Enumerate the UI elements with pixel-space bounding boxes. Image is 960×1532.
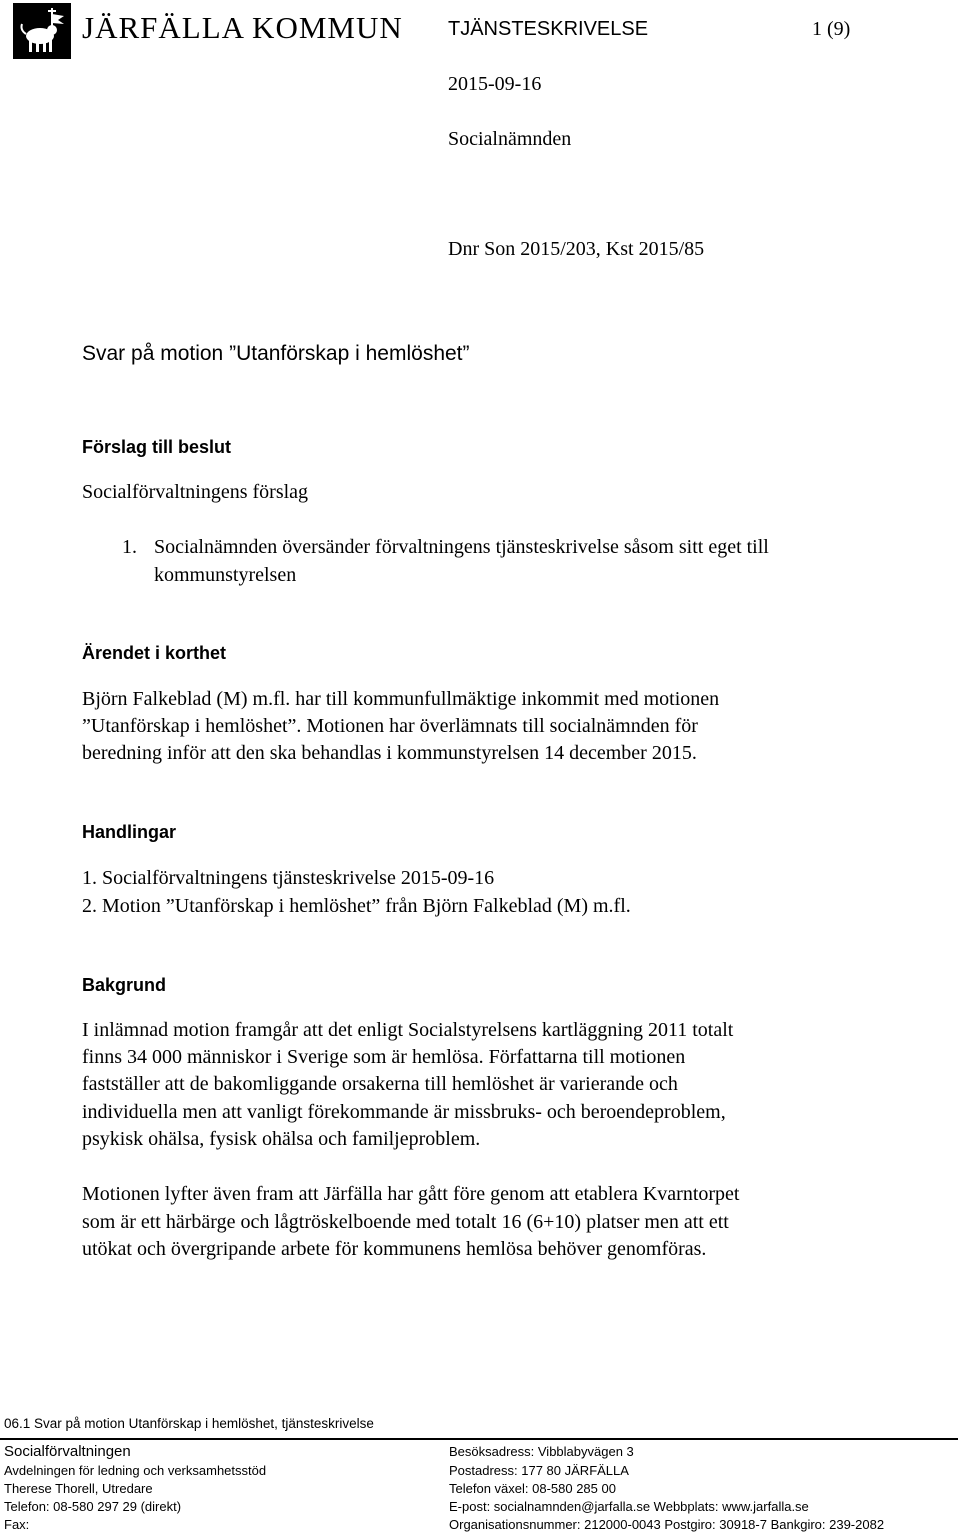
forslag-item-number: 1.: [122, 536, 137, 558]
bakgrund-line: Motionen lyfter även fram att Järfälla har gått före genom att etablera Kvarntorpet: [82, 1183, 740, 1205]
footer-postal-address: Postadress: 177 80 JÄRFÄLLA: [449, 1463, 629, 1478]
footer-document-reference: 06.1 Svar på motion Utanförskap i hemlöshet, tjänsteskrivelse: [4, 1416, 374, 1431]
document-date: 2015-09-16: [448, 73, 542, 95]
organization-name: JÄRFÄLLA KOMMUN: [82, 10, 403, 45]
bakgrund-line: utökat och övergripande arbete för kommunens hemlösa behöver genomföras.: [82, 1238, 707, 1260]
lamb-with-banner-logo-icon: [12, 2, 72, 60]
bakgrund-line: finns 34 000 människor i Sverige som är hemlösa. Författarna till motionen: [82, 1046, 686, 1068]
handling-item: 2. Motion ”Utanförskap i hemlöshet” från Björn Falkeblad (M) m.fl.: [82, 895, 631, 917]
footer-org-numbers: Organisationsnummer: 212000-0043 Postgiro: 30918-7 Bankgiro: 239-2082: [449, 1517, 885, 1532]
footer-email-web: E-post: socialnamnden@jarfalla.se Webbplats: www.jarfalla.se: [449, 1499, 809, 1514]
bakgrund-line: som är ett härbärge och lågtröskelboende med totalt 16 (6+10) platser men att ett: [82, 1211, 729, 1233]
forslag-item-line: kommunstyrelsen: [154, 564, 297, 586]
footer-switchboard: Telefon växel: 08-580 285 00: [449, 1481, 616, 1496]
bakgrund-line: fastställer att de bakomliggande orsakerna till hemlöshet är varierande och: [82, 1073, 678, 1095]
section-heading-handlingar: Handlingar: [82, 822, 177, 842]
page-number: 1 (9): [812, 18, 851, 40]
section-heading-forslag: Förslag till beslut: [82, 437, 232, 457]
bakgrund-line: I inlämnad motion framgår att det enligt Socialstyrelsens kartläggning 2011 totalt: [82, 1019, 734, 1041]
footer-visit-address: Besöksadress: Vibblabyvägen 3: [449, 1444, 634, 1459]
footer-department: Socialförvaltningen: [4, 1443, 131, 1460]
footer-divider: [0, 1438, 958, 1440]
arendet-line: ”Utanförskap i hemlöshet”. Motionen har överlämnats till socialnämnden för: [82, 715, 698, 737]
document-title: Svar på motion ”Utanförskap i hemlöshet”: [82, 342, 470, 365]
document-dnr: Dnr Son 2015/203, Kst 2015/85: [448, 238, 705, 260]
forslag-label: Socialförvaltningens förslag: [82, 481, 309, 503]
bakgrund-line: individuella men att vanligt förekommande är missbruks- och beroendeproblem,: [82, 1101, 726, 1123]
section-heading-arendet: Ärendet i korthet: [82, 643, 227, 663]
arendet-line: beredning inför att den ska behandlas i kommunstyrelsen 14 december 2015.: [82, 742, 697, 764]
section-heading-bakgrund: Bakgrund: [82, 975, 167, 995]
arendet-line: Björn Falkeblad (M) m.fl. har till kommunfullmäktige inkommit med motionen: [82, 688, 720, 710]
document-type: TJÄNSTESKRIVELSE: [448, 18, 649, 40]
footer-person: Therese Thorell, Utredare: [4, 1481, 153, 1496]
footer-phone: Telefon: 08-580 297 29 (direkt): [4, 1499, 182, 1514]
handling-item: 1. Socialförvaltningens tjänsteskrivelse 2015-09-16: [82, 867, 495, 889]
bakgrund-line: psykisk ohälsa, fysisk ohälsa och familjeproblem.: [82, 1128, 481, 1150]
footer-unit: Avdelningen för ledning och verksamhetsstöd: [4, 1463, 267, 1478]
forslag-item-line: Socialnämnden översänder förvaltningens tjänsteskrivelse såsom sitt eget till: [154, 536, 769, 558]
document-recipient: Socialnämnden: [448, 128, 572, 150]
footer-fax: Fax:: [4, 1517, 30, 1532]
